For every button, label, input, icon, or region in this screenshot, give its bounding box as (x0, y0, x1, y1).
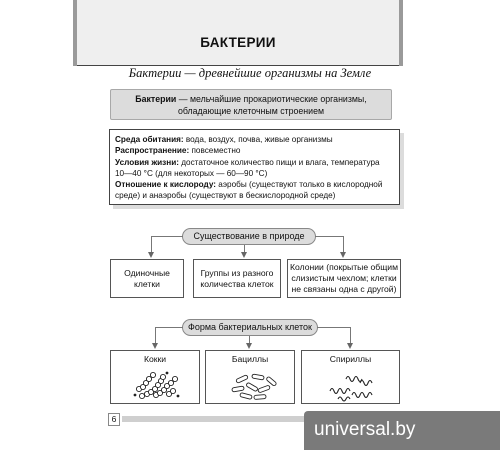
oxygen-label: Отношение к кислороду: (115, 180, 217, 190)
footer-bar (122, 416, 322, 422)
habitat-label: Среда обитания: (115, 135, 184, 144)
conditions-text-2: 10—40 °С (для некоторых — 60—90 °С) (115, 168, 268, 178)
shapes-drop-middle (249, 336, 250, 343)
info-box (109, 129, 400, 205)
shapes-arrow-middle (246, 343, 252, 349)
conditions-label: Условия жизни: (115, 157, 179, 167)
shapes-heading: Форма бактериальных клеток (182, 319, 318, 336)
existence-drop-right (343, 236, 344, 252)
conditions-text-1: достаточное количество пищи и влага, температура (178, 157, 380, 167)
oxygen-text-1: аэробы (существуют только в кислородной (216, 180, 383, 190)
watermark: universal.by (304, 411, 500, 450)
definition-box (110, 89, 392, 120)
shapes-arrow-left (152, 343, 158, 349)
spread-row (115, 145, 395, 156)
header-band (77, 0, 399, 66)
existence-drop-left (151, 236, 152, 252)
existence-box-single-line2: клетки (134, 278, 160, 289)
definition-term: Бактерии (135, 94, 177, 104)
conditions-row (115, 157, 395, 168)
header-left-bar (73, 0, 77, 66)
page-title: БАКТЕРИИ (200, 35, 276, 50)
spirilla-illustration-icon (302, 365, 401, 405)
shape-label-spirilla: Спириллы (329, 354, 372, 364)
existence-arrow-middle (241, 252, 247, 258)
habitat-text: вода, воздух, почва, живые организмы (183, 135, 333, 144)
shapes-arrow-right (347, 343, 353, 349)
shape-label-cocci: Кокки (143, 354, 167, 364)
existence-box-colonies (287, 259, 401, 298)
existence-box-single-line1: Одиночные (124, 267, 170, 278)
existence-box-groups-line1: Группы из разного (200, 267, 274, 278)
cocci-illustration-icon (111, 365, 201, 405)
habitat-row (115, 134, 395, 145)
definition-text-1: — мельчайшие прокариотические организмы, (176, 94, 367, 104)
existence-box-colonies-line1: Колонии (покрытые общим (290, 262, 398, 272)
shapes-drop-left (155, 327, 156, 343)
shapes-connector-right (317, 327, 350, 328)
existence-arrow-right (340, 252, 346, 258)
shape-box-spirilla (301, 350, 400, 404)
page-number: 6 (108, 413, 120, 426)
oxygen-row (115, 179, 395, 190)
existence-box-colonies-line2: слизистым чехлом; клетки (291, 273, 397, 283)
existence-arrow-left (148, 252, 154, 258)
existence-drop-middle (244, 245, 245, 252)
shapes-connector-left (155, 327, 183, 328)
existence-box-colonies-line3: не связаны одна с другой) (291, 284, 397, 294)
oxygen-text-2: среде) и анаэробы (существуют в бескислородной среде) (115, 191, 336, 201)
spread-text: повсеместно (189, 146, 241, 156)
shapes-drop-right (350, 327, 351, 343)
shape-box-bacilli (205, 350, 295, 404)
existence-box-groups (193, 259, 281, 298)
existence-heading: Существование в природе (182, 228, 316, 245)
header-right-bar (399, 0, 403, 66)
existence-box-groups-line2: количества клеток (200, 278, 274, 289)
existence-connector-left (151, 236, 183, 237)
shape-label-bacilli: Бациллы (231, 354, 269, 364)
definition-text-2: обладающие клеточным строением (177, 106, 325, 116)
shape-box-cocci (110, 350, 200, 404)
existence-box-single (110, 259, 184, 298)
page-subtitle: Бактерии — древнейшие организмы на Земле (128, 66, 372, 80)
bacilli-illustration-icon (206, 365, 296, 405)
existence-connector-right (315, 236, 343, 237)
spread-label: Распространение: (115, 146, 190, 156)
